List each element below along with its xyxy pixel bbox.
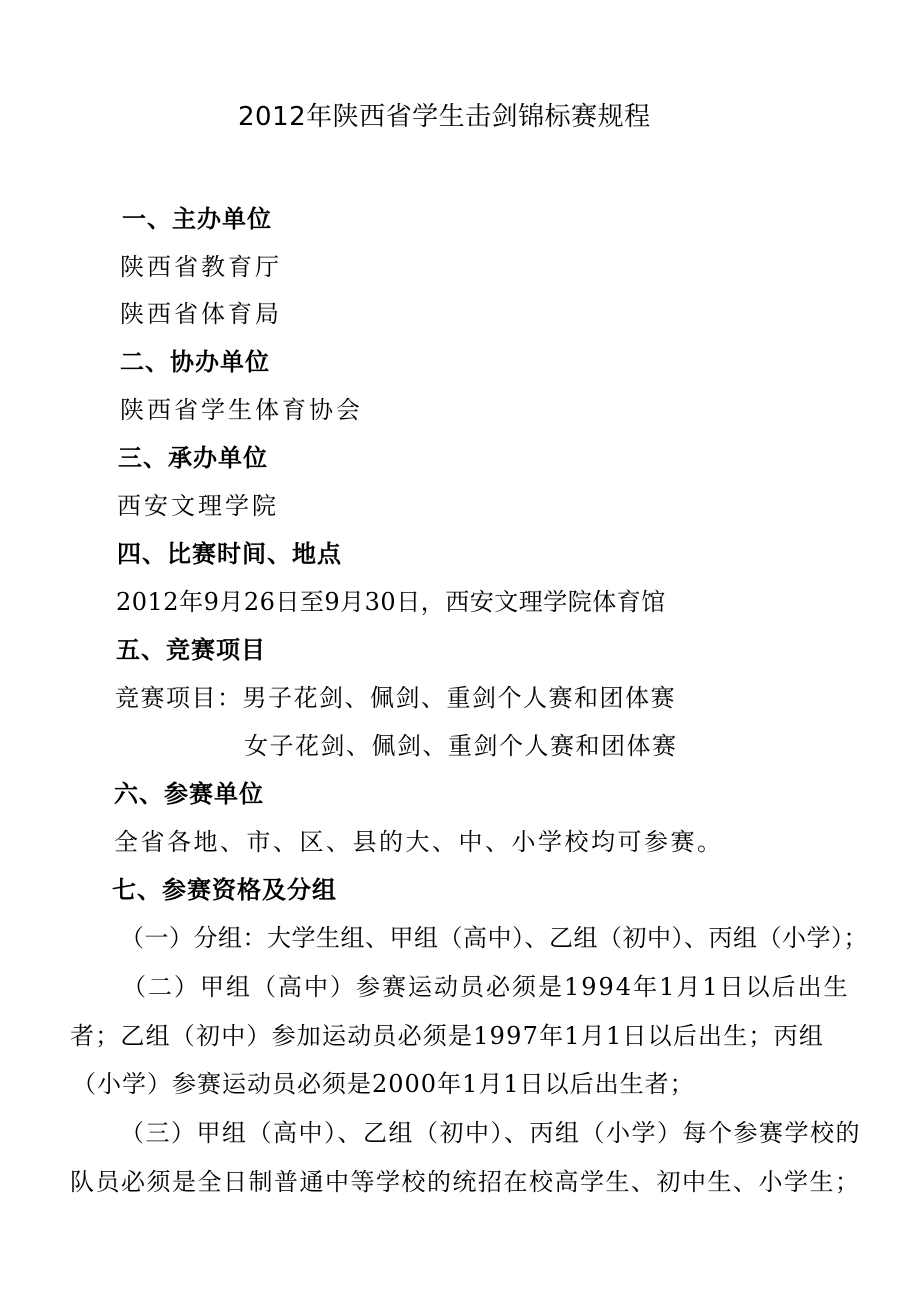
eligibility-line-2: （二）甲组（高中）参赛运动员必须是1994年1月1日以后出生 (122, 973, 850, 1001)
eligibility-line-3: 者；乙组（初中）参加运动员必须是1997年1月1日以后出生；丙组 (70, 1022, 825, 1050)
section-heading-host: 三、承办单位 (118, 444, 268, 472)
section-heading-co-organizer: 二、协办单位 (120, 348, 270, 376)
section-heading-time-venue: 四、比赛时间、地点 (117, 540, 342, 568)
time-venue-line-1: 2012年9月26日至9月30日，西安文理学院体育馆 (116, 588, 666, 616)
eligibility-line-5: （三）甲组（高中）、乙组（初中）、丙组（小学）每个参赛学校的 (120, 1119, 861, 1147)
eligibility-line-6: 队员必须是全日制普通中等学校的统招在校高学生、初中生、小学生； (70, 1168, 861, 1196)
participants-line-1: 全省各地、市、区、县的大、中、小学校均可参赛。 (114, 828, 724, 856)
section-heading-eligibility: 七、参赛资格及分组 (112, 876, 337, 904)
events-line-1: 竞赛项目：男子花剑、佩剑、重剑个人赛和团体赛 (115, 684, 676, 712)
eligibility-line-1: （一）分组：大学生组、甲组（高中）、乙组（初中）、丙组（小学）； (120, 924, 868, 952)
section-heading-organizer: 一、主办单位 (122, 205, 272, 233)
co-organizer-line-1: 陕西省学生体育协会 (120, 396, 363, 424)
eligibility-line-4: （小学）参赛运动员必须是2000年1月1日以后出生者； (72, 1070, 695, 1098)
organizer-line-1: 陕西省教育厅 (120, 253, 282, 281)
document-title: 2012年陕西省学生击剑锦标赛规程 (238, 102, 651, 132)
organizer-line-2: 陕西省体育局 (120, 300, 282, 328)
events-line-2: 女子花剑、佩剑、重剑个人赛和团体赛 (244, 732, 678, 760)
section-heading-participants: 六、参赛单位 (114, 780, 264, 808)
section-heading-events: 五、竞赛项目 (116, 636, 266, 664)
host-line-1: 西安文理学院 (117, 492, 279, 520)
